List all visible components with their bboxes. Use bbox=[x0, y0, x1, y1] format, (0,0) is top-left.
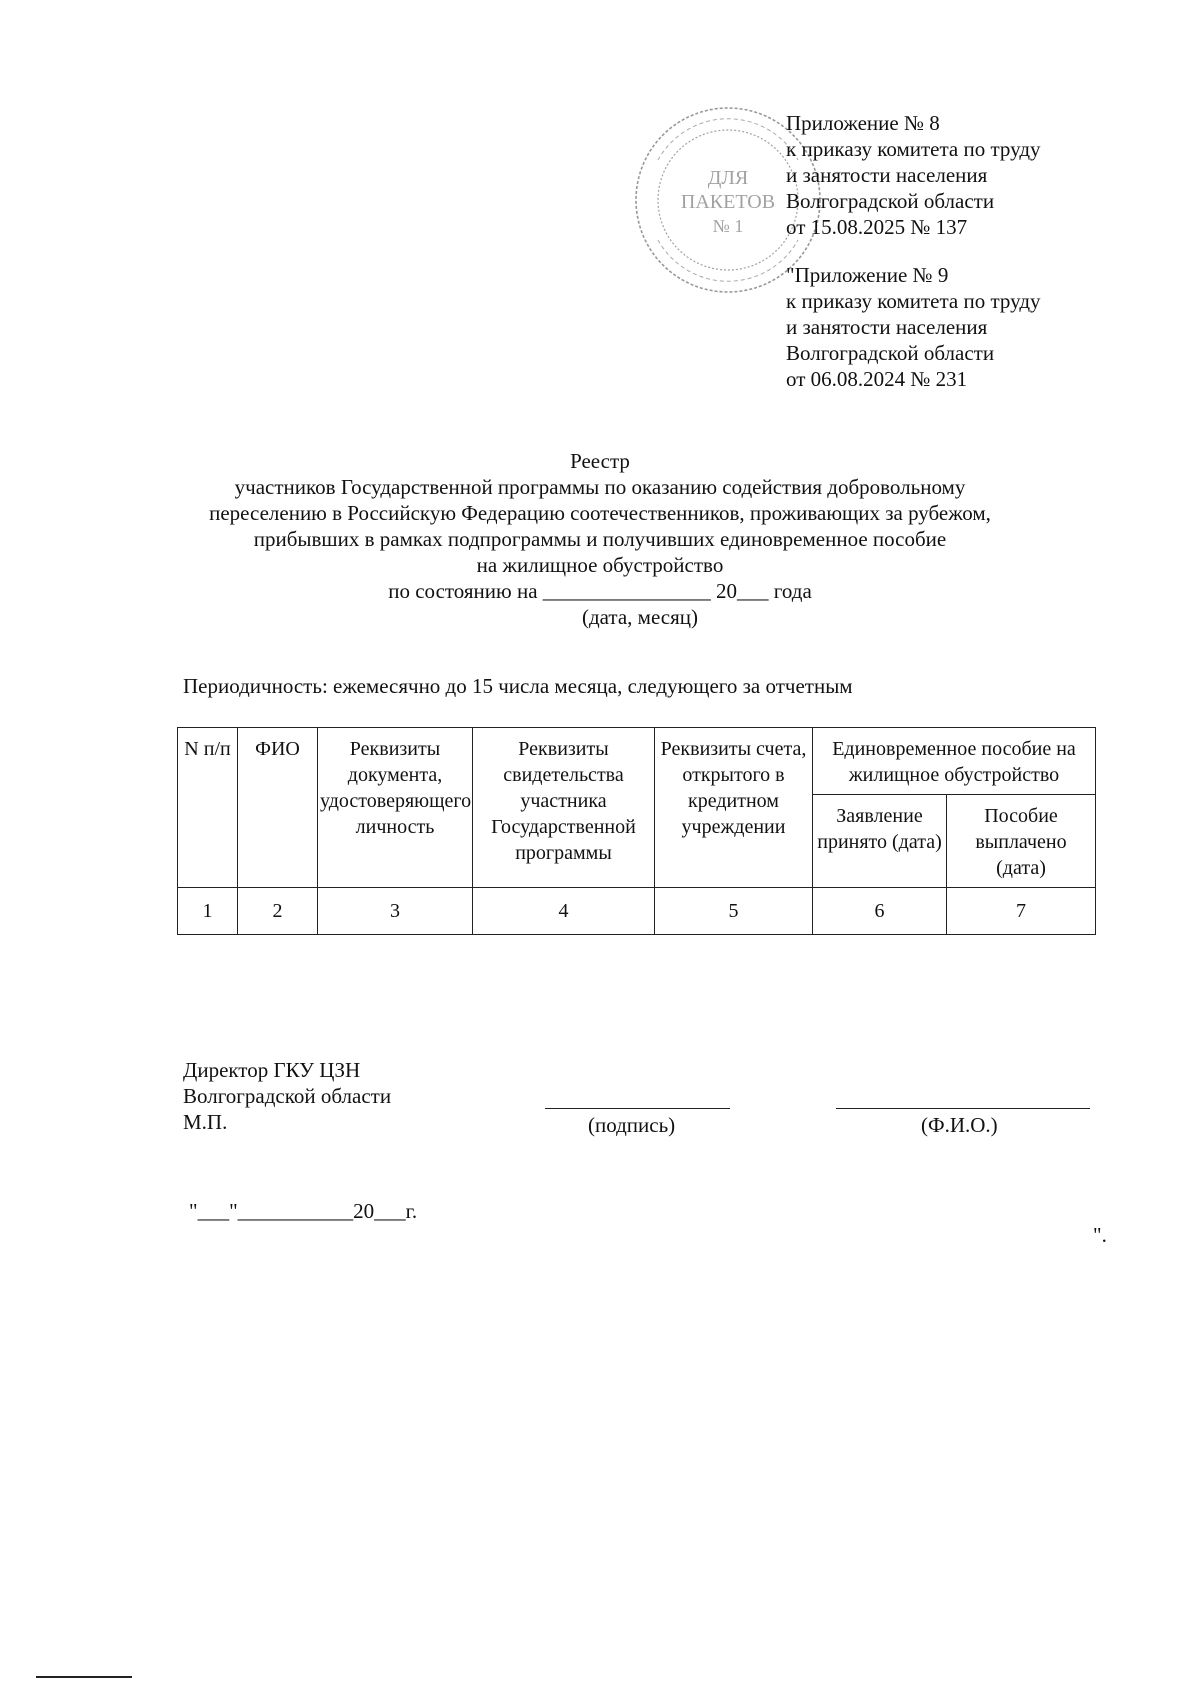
signature-caption: (подпись) bbox=[588, 1113, 676, 1137]
column-number-1: 1 bbox=[178, 888, 238, 935]
column-number-4: 4 bbox=[473, 888, 655, 935]
column-number-2: 2 bbox=[238, 888, 318, 935]
name-line bbox=[836, 1108, 1090, 1109]
table-header-row bbox=[178, 728, 1096, 795]
header-id-document: Реквизиты документа, удостоверяющего личность bbox=[318, 728, 473, 888]
header-allowance-group: Единовременное пособие на жилищное обустройство bbox=[813, 728, 1096, 795]
header-fio: ФИО bbox=[238, 728, 318, 888]
appendix-8-line3: и занятости населения bbox=[786, 163, 988, 187]
header-application-date: Заявление принято (дата) bbox=[813, 795, 947, 888]
appendix-9-line3: и занятости населения bbox=[786, 315, 988, 339]
header-payment-date: Пособие выплачено (дата) bbox=[947, 795, 1096, 888]
column-number-5: 5 bbox=[655, 888, 813, 935]
header-certificate: Реквизиты свидетельства участника Государственной программы bbox=[473, 728, 655, 888]
header-account: Реквизиты счета, открытого в кредитном учреждении bbox=[655, 728, 813, 888]
title-line4: прибывших в рамках подпрограммы и получивших единовременное пособие bbox=[253, 527, 947, 551]
title-line1: Реестр bbox=[570, 449, 630, 473]
appendix-9-line2: к приказу комитета по труду bbox=[786, 289, 1041, 313]
director-position-line1: Директор ГКУ ЦЗН bbox=[183, 1058, 361, 1082]
date-line: "___"___________20___г. bbox=[189, 1199, 418, 1223]
director-position-line2: Волгоградской области bbox=[183, 1084, 392, 1108]
column-number-6: 6 bbox=[813, 888, 947, 935]
appendix-8-line1: Приложение № 8 bbox=[786, 111, 940, 135]
table-row bbox=[178, 888, 1096, 935]
closing-quote: ". bbox=[1093, 1223, 1107, 1247]
title-date-line: по состоянию на ________________ 20___ года bbox=[388, 579, 812, 603]
seal-mark-label: М.П. bbox=[183, 1110, 228, 1134]
title-line2: участников Государственной программы по оказанию содействия добровольному bbox=[234, 475, 966, 499]
name-caption: (Ф.И.О.) bbox=[921, 1113, 998, 1137]
column-number-7: 7 bbox=[947, 888, 1096, 935]
document-title bbox=[0, 448, 1200, 630]
appendix-8-line2: к приказу комитета по труду bbox=[786, 137, 1041, 161]
appendix-9-block bbox=[786, 262, 1041, 392]
stamp-text-2: ПАКЕТОВ bbox=[680, 191, 776, 213]
appendix-9-line4: Волгоградской области bbox=[786, 341, 995, 365]
appendix-9-line5: от 06.08.2024 № 231 bbox=[786, 367, 968, 391]
header-number: N п/п bbox=[178, 728, 238, 888]
stamp-text-3: № 1 bbox=[712, 216, 744, 236]
appendix-8-line5: от 15.08.2025 № 137 bbox=[786, 215, 968, 239]
appendix-8-line4: Волгоградской области bbox=[786, 189, 995, 213]
column-number-3: 3 bbox=[318, 888, 473, 935]
title-line3: переселению в Российскую Федерацию соотечественников, проживающих за рубежом, bbox=[209, 501, 991, 525]
appendix-9-line1: "Приложение № 9 bbox=[786, 263, 949, 287]
signature-line bbox=[545, 1108, 730, 1109]
appendix-8-block bbox=[786, 110, 1041, 240]
stamp-text-1: ДЛЯ bbox=[707, 167, 749, 189]
register-table bbox=[177, 727, 1096, 935]
title-line5: на жилищное обустройство bbox=[476, 553, 724, 577]
title-date-caption: (дата, месяц) bbox=[581, 605, 699, 629]
footnote-divider bbox=[36, 1676, 132, 1678]
periodicity-text: Периодичность: ежемесячно до 15 числа месяца, следующего за отчетным bbox=[183, 674, 853, 698]
